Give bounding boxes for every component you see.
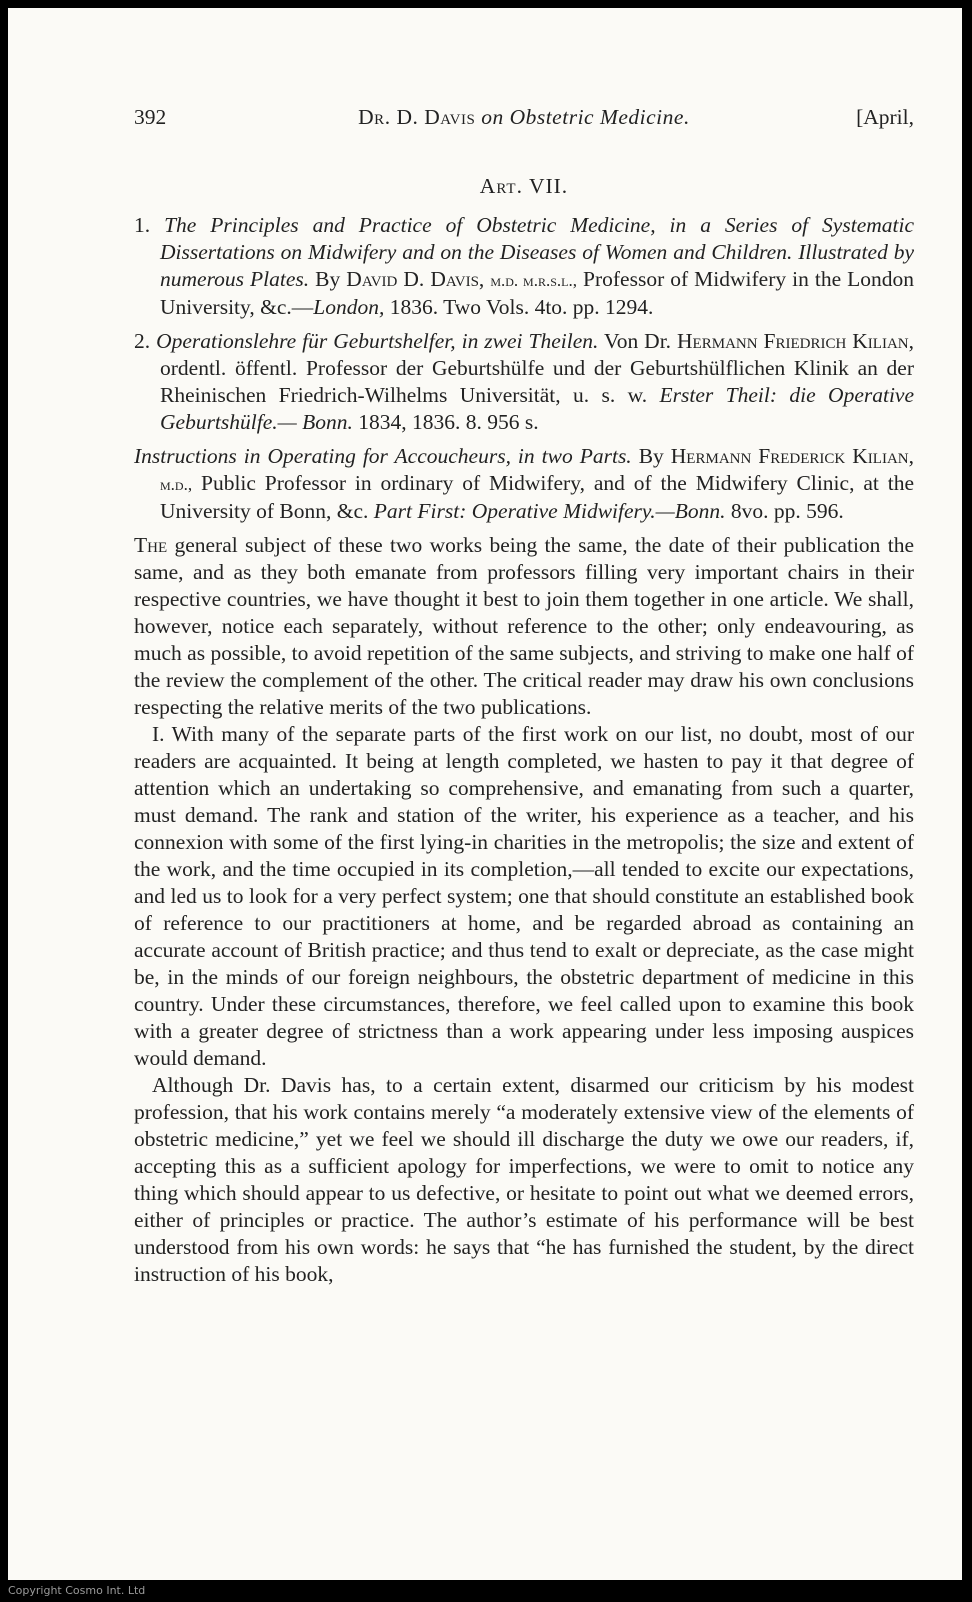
reference-author: David D. Davis, — [346, 267, 485, 291]
article-title: Art. VII. — [479, 174, 569, 198]
reference-pub: 8vo. pp. 596. — [730, 499, 844, 523]
reference-3 — [108, 443, 914, 525]
body-paragraph-3: Although Dr. Davis has, to a certain extent, disarmed our criticism by his modest profession, that his work contains merely “a moderately extensive view of the elements of obstetric medicine,” yet we feel we should ill discharge the duty we owe our readers, if, accepting this as a sufficient apology for imperfections, we were to omit to notice any thing which should appear to us defective, or hesitate to point out what we deemed errors, either of principles or practice. The author’s estimate of his performance will be best understood from his own words: he says that “he has furnished the student, by the direct instruction of his book, — [134, 1073, 914, 1286]
reference-degrees: m.d. m.r.s.l., — [490, 271, 577, 290]
page-number: 392 — [134, 105, 167, 129]
reference-by: By — [638, 444, 664, 468]
reference-title: Instructions in Operating for Accoucheurs, in two Parts. — [134, 444, 632, 468]
reference-by: Von Dr. — [603, 329, 672, 353]
reference-title: The Principles and Practice of Obstetric Medicine, in a Series of Systematic Dissertations on Midwifery and on the Diseases of Women and Children. Illustrated by numerous Plates. — [160, 213, 914, 291]
running-header — [134, 104, 914, 131]
reference-author: Hermann Frederick Kilian, — [670, 444, 914, 468]
page-text — [134, 104, 914, 1288]
running-head-author: Dr. D. Davis — [358, 105, 476, 129]
reference-place: Bonn. — [302, 410, 353, 434]
reference-title: Operationslehre für Geburtshelfer, in zwei Theilen. — [156, 329, 599, 353]
reference-1 — [134, 212, 914, 321]
reference-author: Hermann Friedrich Kilian, — [677, 329, 914, 353]
reference-pub: 1834, 1836. 8. 956 s. — [358, 410, 539, 434]
body-paragraph-1 — [134, 532, 914, 721]
paragraph-lead: The — [134, 533, 168, 557]
header-month: [April, — [856, 105, 914, 129]
reference-pub: 1836. Two Vols. 4to. pp. 1294. — [389, 295, 654, 319]
reference-part: Erster Theil: die Operative Geburtshülfe.— — [160, 383, 915, 434]
reference-details: Public Professor in ordinary of Midwifery, and of the Midwifery Clinic, at the University of Bonn, &c. — [160, 471, 914, 523]
document-page — [8, 8, 962, 1580]
reference-details: ordentl. öffentl. Professor der Geburtshülfe und der Geburtshülflichen Klinik an der Rheinischen Friedrich-Wilhelms Universität, u. s. w. — [160, 356, 914, 407]
copyright-footer: Copyright Cosmo Int. Ltd — [0, 1580, 972, 1602]
reference-number: 2. — [134, 329, 151, 353]
reference-place: London, — [313, 295, 385, 319]
reference-number: 1. — [134, 213, 151, 237]
body-paragraph-2: I. With many of the separate parts of the first work on our list, no doubt, most of our readers are acquainted. It being at length completed, we hasten to pay it that degree of attention which an undertaking so comprehensive, and emanating from such a quarter, must demand. The rank and station of the writer, his experience as a teacher, and his connexion with some of the first lying-in charities in the metropolis; the size and extent of the work, and the time occupied in its completion,—all tended to excite our expectations, and led us to look for a very perfect system; one that should constitute an established book of reference to our practitioners at home, and be regarded abroad as containing an accurate account of British practice; and thus tend to exalt or depreciate, as the case might be, in the minds of our foreign neighbours, the obstetric department of medicine in this country. Under these circumstances, therefore, we feel called upon to examine this book with a greater degree of strictness than a work appearing under less imposing auspices would demand. — [134, 722, 914, 1070]
running-head-title: on Obstetric Medicine. — [481, 105, 690, 129]
reference-details: Professor of Midwifery in the London University, &c.— — [160, 267, 915, 319]
paragraph-text: general subject of these two works being the same, the date of their publication the same, and as they both emanate from professors filling very important chairs in their respective countries, we have thought it best to join them together in one article. We shall, however, notice each separately, without reference to the other; only endeavouring, as much as possible, to avoid repetition of the same subjects, and striving to make one half of the review the complement of the other. The critical reader may draw his own conclusions respecting the relative merits of the two publications. — [134, 533, 915, 719]
reference-2 — [134, 328, 914, 436]
reference-degrees: m.d., — [160, 475, 193, 494]
reference-by: By — [315, 267, 341, 291]
running-head — [194, 104, 854, 131]
reference-part: Part First: Operative Midwifery.—Bonn. — [373, 499, 726, 523]
